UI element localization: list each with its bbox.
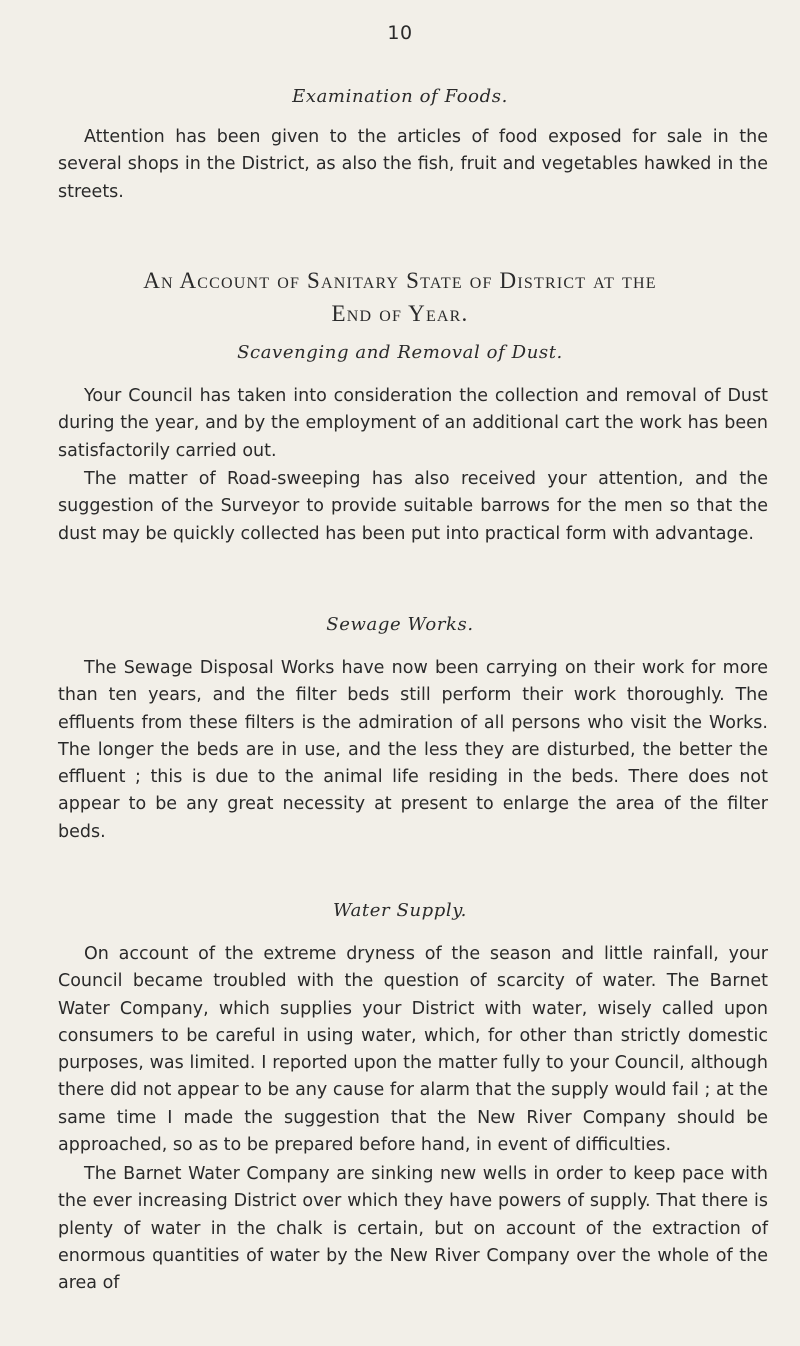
paragraph-water-2: The Barnet Water Company are sinking new wells in order to keep pace with the ever increasing District over which they have powers of supply. That there is plenty of water in the chalk is certain, but on account of the extraction of enormous quantities of water by the New River Company over the whole of the area of [58,1164,768,1294]
heading-scavenging: Scavenging and Removal of Dust. [237,342,563,363]
paragraph-sewage: The Sewage Disposal Works have now been carrying on their work for more than ten years, and the filter beds still perform their work thoroughly. The effluents from these filters is the admiration of all persons who visit the Works. The longer the beds are in use, and the less they are disturbed, the better the effluent ; this is due to the animal life residing in the beds. There does not appear to be any great necessity at present to enlarge the area of the filter beds. [58,658,768,842]
paragraph-scavenging-2: The matter of Road-sweeping has also received your attention, and the suggestion of the Surveyor to provide suitable barrows for the men so that the dust may be quickly collected has been put into practical form with advantage. [58,469,768,544]
heading-sewage-works: Sewage Works. [326,614,474,635]
heading-examination-of-foods: Examination of Foods. [292,86,508,107]
heading-sanitary-account-line1: An Account of Sanitary State of District at the [143,268,657,293]
heading-sanitary-account [60,264,740,331]
paragraph-water-1: On account of the extreme dryness of the season and little rainfall, your Council became troubled with the question of scarcity of water. The Barnet Water Company, which supplies your District with water, wisely called upon consumers to be careful in using water, which, for other than strictly domestic purposes, was limited. I reported upon the matter fully to your Council, although there did not appear to be any cause for alarm that the supply would fail ; at the same time I made the suggestion that the New River Company should be approached, so as to be prepared before hand, in event of difficulties. [58,944,768,1156]
heading-sanitary-account-line2: End of Year. [331,301,469,327]
heading-water-supply: Water Supply. [333,900,467,921]
page-number: 10 [387,22,413,44]
paragraph-foods: Attention has been given to the articles of food exposed for sale in the several shops in the District, as also the fish, fruit and vegetables hawked in the streets. [58,127,768,202]
paragraph-scavenging-1: Your Council has taken into consideration the collection and removal of Dust during the year, and by the employment of an additional cart the work has been satisfactorily carried out. [58,386,768,461]
